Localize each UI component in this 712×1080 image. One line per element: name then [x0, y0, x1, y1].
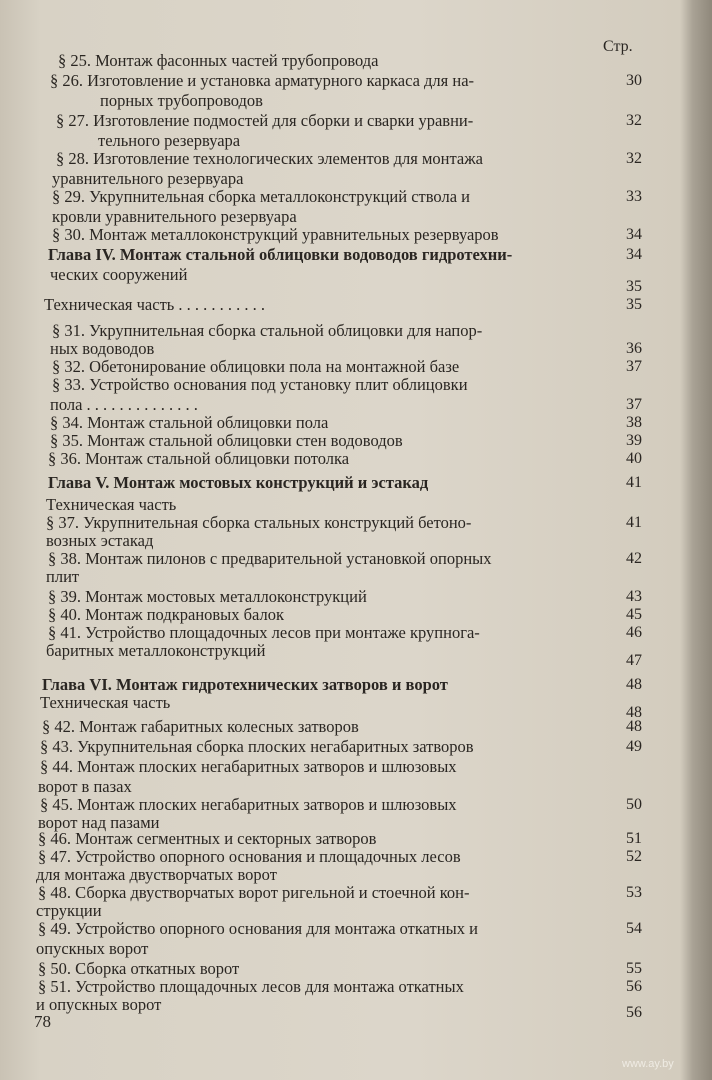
toc-entry-title: § 50. Сборка откатных ворот	[38, 959, 240, 978]
page-column-header: Стр.	[603, 38, 633, 55]
toc-entry-title: § 49. Устройство опорного основания для монтажа откатных и	[38, 919, 478, 938]
toc-entry-title: § 42. Монтаж габаритных колесных затворов	[42, 717, 359, 736]
toc-entry-title: Техническая часть	[40, 693, 171, 712]
toc-entry-page: 52	[626, 848, 642, 865]
toc-entry-page: 55	[626, 960, 642, 977]
toc-entry-page: 39	[626, 432, 642, 449]
toc-entry-title: § 46. Монтаж сегментных и секторных затворов	[38, 829, 377, 848]
toc-entry-title: порных трубопроводов	[100, 91, 263, 110]
toc-entry-page: 38	[626, 414, 642, 431]
toc-entry-page: 36	[626, 340, 642, 357]
toc-entry-title: опускных ворот	[36, 939, 149, 958]
toc-entry-title: ных водоводов	[50, 339, 155, 358]
toc-entry-page: 40	[626, 450, 642, 467]
toc-entry-page: 35	[626, 278, 642, 295]
toc-entry-page: 46	[626, 624, 642, 641]
toc-entry-title: § 25. Монтаж фасонных частей трубопровода	[58, 51, 379, 70]
toc-entry-title: § 35. Монтаж стальной облицовки стен водоводов	[50, 431, 403, 450]
toc-entry-title: § 32. Обетонирование облицовки пола на монтажной базе	[52, 357, 460, 376]
toc-entry-title: тельного резервуара	[98, 131, 241, 150]
toc-entry-title: Техническая часть	[46, 495, 177, 514]
toc-entry-title: § 26. Изготовление и установка арматурного каркаса для на-	[50, 71, 475, 90]
toc-entry-page: 41	[626, 474, 642, 491]
toc-entry-page: 32	[626, 150, 642, 167]
toc-entry-title: и опускных ворот	[36, 995, 162, 1014]
toc-entry-title: § 31. Укрупнительная сборка стальной облицовки для напор-	[52, 321, 483, 340]
toc-entry-page: 48	[626, 676, 642, 693]
toc-entry-title: возных эстакад	[46, 531, 154, 550]
toc-entry-page: 54	[626, 920, 642, 937]
toc-entry-title: § 51. Устройство площадочных лесов для монтажа откатных	[38, 977, 464, 996]
toc-entry-title: § 45. Монтаж плоских негабаритных затворов и шлюзовых	[40, 795, 457, 814]
toc-entry-title: § 41. Устройство площадочных лесов при монтаже крупнога-	[48, 623, 480, 642]
toc-entry-page: 37	[626, 396, 642, 413]
toc-entry-page: 53	[626, 884, 642, 901]
toc-entry-page: 32	[626, 112, 642, 129]
toc-entry-title: пола . . . . . . . . . . . . . .	[50, 395, 198, 414]
toc-entry-title: Глава IV. Монтаж стальной облицовки водоводов гидротехни-	[48, 245, 513, 264]
page-number: 78	[34, 1012, 51, 1031]
toc-entry-page: 35	[626, 296, 642, 313]
toc-entry-title: § 33. Устройство основания под установку плит облицовки	[52, 375, 468, 394]
toc-entry-title: § 34. Монтаж стальной облицовки пола	[50, 413, 329, 432]
book-spine	[680, 0, 712, 1080]
toc-entry-title: плит	[46, 567, 80, 586]
toc-entry-page: 48	[626, 718, 642, 735]
toc-entry-title: § 30. Монтаж металлоконструкций уравнительных резервуаров	[52, 225, 499, 244]
toc-entry-title: ческих сооружений	[50, 265, 188, 284]
toc-entry-page: 56	[626, 1004, 642, 1021]
toc-entry-page: 37	[626, 358, 642, 375]
toc-entry-title: § 44. Монтаж плоских негабаритных затворов и шлюзовых	[40, 757, 457, 776]
toc-entry-title: баритных металлоконструкций	[46, 641, 266, 660]
toc-entry-title: § 37. Укрупнительная сборка стальных конструкций бетоно-	[46, 513, 472, 532]
toc-entry-title: § 36. Монтаж стальной облицовки потолка	[48, 449, 350, 468]
toc-entry-page: 45	[626, 606, 642, 623]
toc-entry-title: § 43. Укрупнительная сборка плоских негабаритных затворов	[40, 737, 474, 756]
toc-entry-page: 34	[626, 246, 642, 263]
toc-entry-page: 49	[626, 738, 642, 755]
toc-entry-page: 51	[626, 830, 642, 847]
toc-entry-title: § 28. Изготовление технологических элементов для монтажа	[56, 149, 483, 168]
toc-entry-page: 34	[626, 226, 642, 243]
toc-entry-title: § 39. Монтаж мостовых металлоконструкций	[48, 587, 367, 606]
toc-entry-page: 41	[626, 514, 642, 531]
toc-entry-page: 33	[626, 188, 642, 205]
toc-entry-title: ворот над пазами	[38, 813, 160, 832]
toc-entry-page: 43	[626, 588, 642, 605]
toc-entry-title: Глава V. Монтаж мостовых конструкций и эстакад	[48, 473, 429, 492]
toc-entry-page: 56	[626, 978, 642, 995]
toc-entry-title: ворот в пазах	[38, 777, 132, 796]
toc-entry-title: § 27. Изготовление подмостей для сборки и сварки уравни-	[56, 111, 474, 130]
toc-entry-title: уравнительного резервуара	[52, 169, 244, 188]
toc-entry-page: 47	[626, 652, 642, 669]
toc-entry-page: 30	[626, 72, 642, 89]
toc-entry-title: струкции	[36, 901, 102, 920]
toc-entry-title: § 38. Монтаж пилонов с предварительной установкой опорных	[48, 549, 492, 568]
toc-entry-title: § 29. Укрупнительная сборка металлоконструкций ствола и	[52, 187, 470, 206]
toc-entry-page: 48	[626, 704, 642, 721]
toc-entry-title: § 48. Сборка двустворчатых ворот ригельной и стоечной кон-	[38, 883, 470, 902]
toc-entry-title: Глава VI. Монтаж гидротехнических затворов и ворот	[42, 675, 448, 694]
toc-entry-page: 42	[626, 550, 642, 567]
toc-entry-title: § 40. Монтаж подкрановых балок	[48, 605, 285, 624]
toc-entry-title: Техническая часть . . . . . . . . . . .	[44, 295, 266, 314]
toc-entry-page: 50	[626, 796, 642, 813]
toc-entry-title: для монтажа двустворчатых ворот	[36, 865, 277, 884]
toc-entry-title: § 47. Устройство опорного основания и площадочных лесов	[38, 847, 461, 866]
watermark: www.ay.by	[622, 1058, 674, 1070]
toc-entry-title: кровли уравнительного резервуара	[52, 207, 297, 226]
